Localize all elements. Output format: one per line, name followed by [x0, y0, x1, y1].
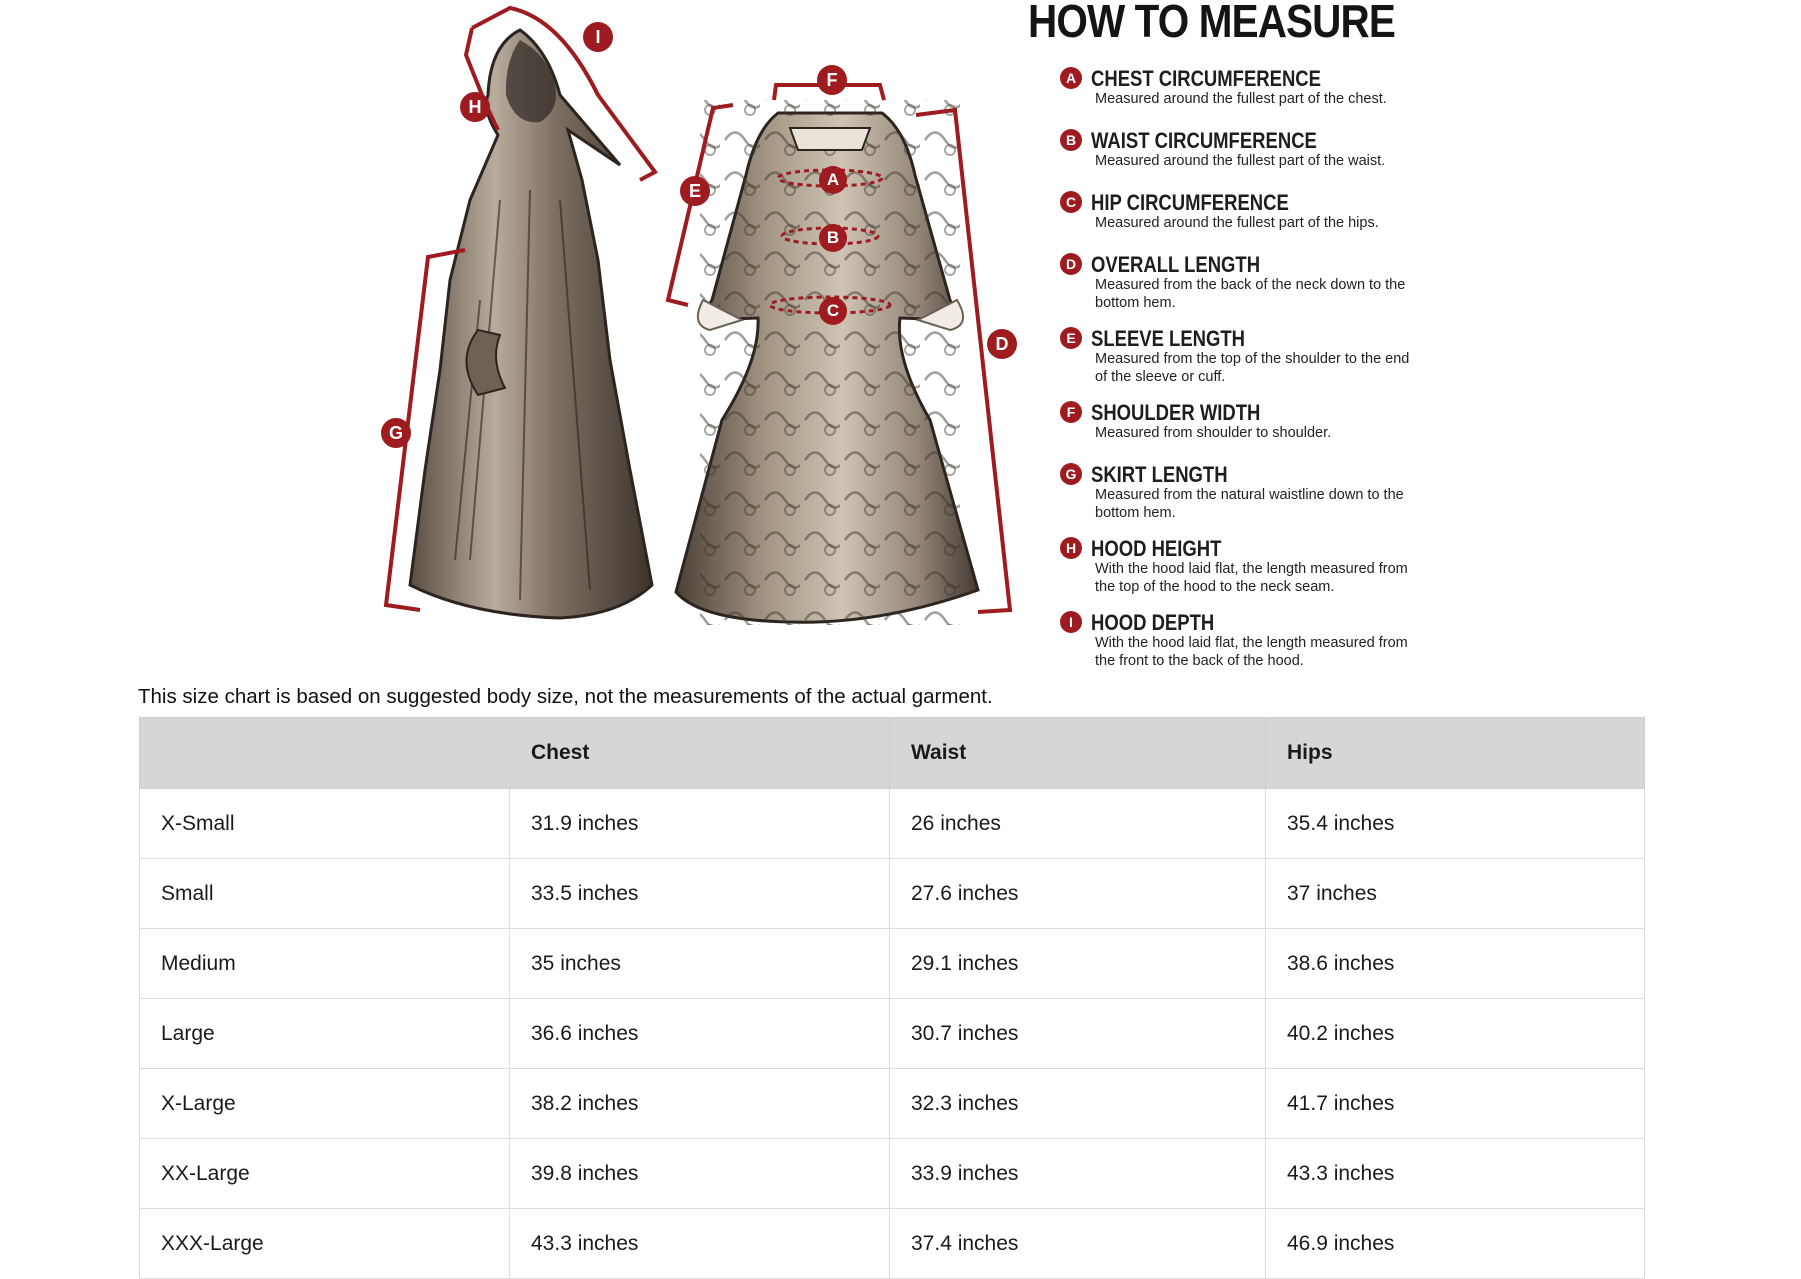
legend-item-title: SHOULDER WIDTH: [1091, 400, 1261, 425]
cell-chest: 35 inches: [510, 929, 890, 999]
cell-hips: 41.7 inches: [1266, 1069, 1645, 1139]
badge-c-icon: C: [1060, 191, 1082, 213]
table-row: [140, 1069, 1645, 1139]
marker-e-icon: E: [680, 176, 710, 206]
legend-item-desc: With the hood laid flat, the length measured from the top of the hood to the neck seam.: [1095, 561, 1408, 595]
marker-g-icon: G: [381, 418, 411, 448]
cell-waist: 32.3 inches: [890, 1069, 1266, 1139]
cell-size: XX-Large: [140, 1139, 510, 1209]
legend-item-desc: Measured around the fullest part of the hips.: [1095, 215, 1379, 231]
legend-item-title: HIP CIRCUMFERENCE: [1091, 190, 1289, 215]
header-size: [140, 718, 510, 789]
legend-item-title: HOOD DEPTH: [1091, 610, 1215, 635]
cell-size: Large: [140, 999, 510, 1069]
table-row: [140, 999, 1645, 1069]
cell-size: Small: [140, 859, 510, 929]
cell-waist: 30.7 inches: [890, 999, 1266, 1069]
table-row: [140, 789, 1645, 859]
cell-hips: 40.2 inches: [1266, 999, 1645, 1069]
legend-item-title: OVERALL LENGTH: [1091, 252, 1261, 277]
legend-item-desc: Measured from the natural waistline down to the bottom hem.: [1095, 487, 1404, 521]
header-waist: Waist: [890, 718, 1266, 789]
cell-chest: 38.2 inches: [510, 1069, 890, 1139]
table-row: [140, 1139, 1645, 1209]
cell-waist: 37.4 inches: [890, 1209, 1266, 1279]
legend-item-desc: With the hood laid flat, the length measured from the front to the back of the hood.: [1095, 635, 1408, 669]
cell-size: Medium: [140, 929, 510, 999]
cell-size: XXX-Large: [140, 1209, 510, 1279]
badge-g-icon: G: [1060, 463, 1082, 485]
marker-a-icon: A: [819, 166, 847, 194]
badge-f-icon: F: [1060, 401, 1082, 423]
badge-e-icon: E: [1060, 327, 1082, 349]
header-chest: Chest: [510, 718, 890, 789]
table-row: [140, 859, 1645, 929]
badge-b-icon: B: [1060, 129, 1082, 151]
cell-chest: 39.8 inches: [510, 1139, 890, 1209]
size-chart-note: This size chart is based on suggested body size, not the measurements of the actual garment.: [138, 685, 993, 708]
cell-waist: 33.9 inches: [890, 1139, 1266, 1209]
cell-hips: 46.9 inches: [1266, 1209, 1645, 1279]
legend-item-title: SKIRT LENGTH: [1091, 462, 1228, 487]
cell-hips: 35.4 inches: [1266, 789, 1645, 859]
legend-item-desc: Measured from the back of the neck down to the bottom hem.: [1095, 277, 1406, 311]
legend-item-title: WAIST CIRCUMFERENCE: [1091, 128, 1317, 153]
cell-waist: 27.6 inches: [890, 859, 1266, 929]
legend-item-title: SLEEVE LENGTH: [1091, 326, 1246, 351]
cell-chest: 31.9 inches: [510, 789, 890, 859]
marker-f-icon: F: [817, 65, 847, 95]
marker-d-icon: D: [987, 329, 1017, 359]
table-row: [140, 929, 1645, 999]
table-header-row: [140, 718, 1645, 789]
cell-hips: 43.3 inches: [1266, 1139, 1645, 1209]
cell-size: X-Small: [140, 789, 510, 859]
badge-d-icon: D: [1060, 253, 1082, 275]
header-hips: Hips: [1266, 718, 1645, 789]
legend-item-title: HOOD HEIGHT: [1091, 536, 1222, 561]
size-chart-table: [139, 717, 1645, 1279]
cell-chest: 43.3 inches: [510, 1209, 890, 1279]
marker-c-icon: C: [819, 297, 847, 325]
legend-item-desc: Measured around the fullest part of the waist.: [1095, 153, 1386, 169]
marker-h-icon: H: [460, 92, 490, 122]
cell-waist: 26 inches: [890, 789, 1266, 859]
legend-item-title: CHEST CIRCUMFERENCE: [1091, 66, 1321, 91]
cell-chest: 33.5 inches: [510, 859, 890, 929]
cell-size: X-Large: [140, 1069, 510, 1139]
cell-chest: 36.6 inches: [510, 999, 890, 1069]
cell-hips: 38.6 inches: [1266, 929, 1645, 999]
table-row: [140, 1209, 1645, 1279]
how-to-measure-title: HOW TO MEASURE: [1028, 0, 1396, 47]
badge-h-icon: H: [1060, 537, 1082, 559]
badge-i-icon: I: [1060, 611, 1082, 633]
marker-i-icon: I: [583, 22, 613, 52]
marker-b-icon: B: [819, 224, 847, 252]
legend-item-desc: Measured from the top of the shoulder to the end of the sleeve or cuff.: [1095, 351, 1410, 385]
legend-item-desc: Measured from shoulder to shoulder.: [1095, 425, 1332, 441]
legend-item-desc: Measured around the fullest part of the chest.: [1095, 91, 1387, 107]
cell-waist: 29.1 inches: [890, 929, 1266, 999]
cell-hips: 37 inches: [1266, 859, 1645, 929]
badge-a-icon: A: [1060, 67, 1082, 89]
